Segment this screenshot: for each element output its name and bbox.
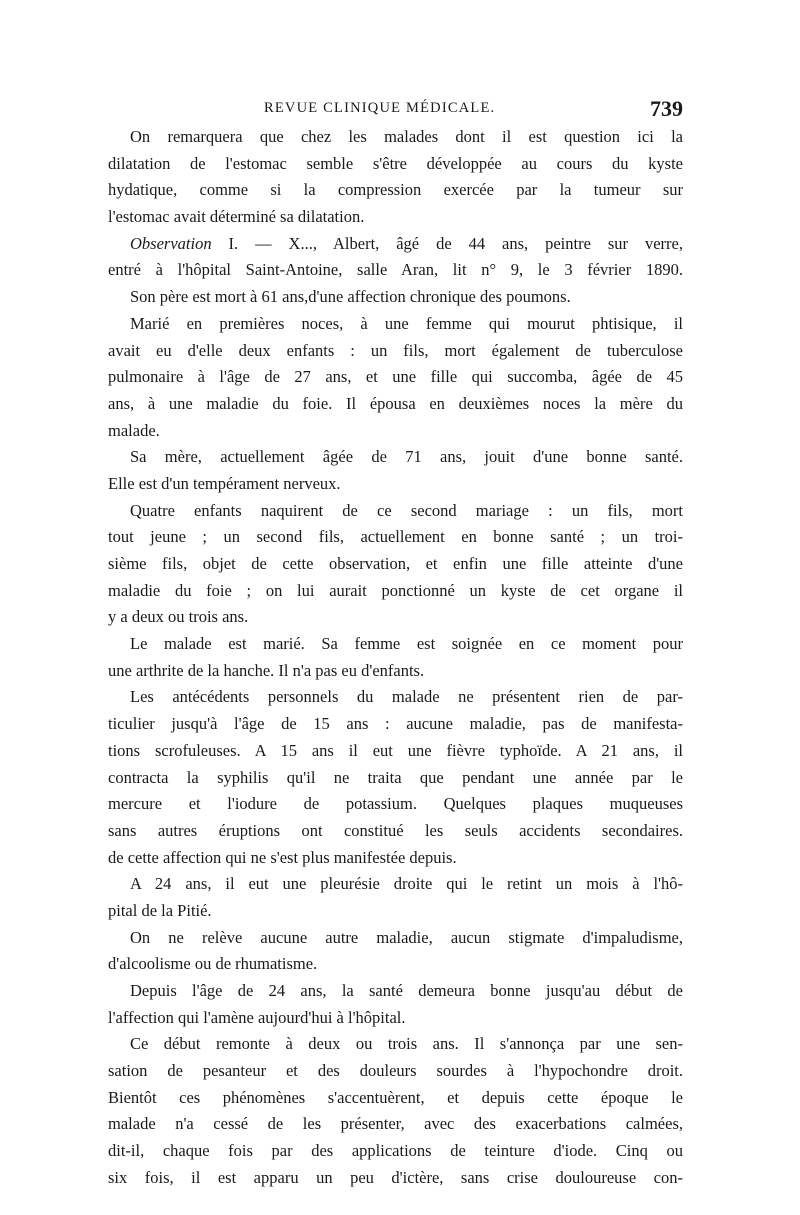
text-line: [108, 204, 683, 231]
line-text: y a deux ou trois ans.: [108, 607, 249, 627]
line-text: Ce début remonte à deux ou trois ans. Il s'annonça par une sen-: [130, 1034, 683, 1054]
text-line: [108, 151, 683, 178]
text-line: [108, 177, 683, 204]
line-text: On ne relève aucune autre maladie, aucun stigmate d'impaludisme,: [130, 927, 683, 947]
line-text: ans, à une maladie du foie. Il épousa en deuxièmes noces la mère du: [108, 393, 683, 413]
line-text: une arthrite de la hanche. Il n'a pas eu d'enfants.: [108, 660, 425, 680]
text-line: [108, 658, 683, 685]
line-text: Depuis l'âge de 24 ans, la santé demeura bonne jusqu'au début de: [130, 981, 683, 1000]
text-line: [108, 1111, 683, 1138]
text-line: [108, 925, 683, 952]
text-line: [108, 951, 683, 978]
text-line: [108, 231, 683, 258]
line-text: Elle est d'un tempérament nerveux.: [108, 473, 341, 493]
text-line: [108, 418, 683, 445]
line-text: A 24 ans, il eut une pleurésie droite qui le retint un mois à l'hô-: [130, 874, 683, 894]
line-text: Bientôt ces phénomènes s'accentuèrent, et depuis cette époque le: [108, 1087, 683, 1107]
text-line: [108, 311, 683, 338]
line-text: Son père est mort à 61 ans,d'une affection chronique des poumons.: [130, 287, 571, 307]
text-line: [108, 524, 683, 551]
line-text: tout jeune ; un second fils, actuellement en bonne santé ; un troi-: [108, 527, 683, 547]
line-text: Sa mère, actuellement âgée de 71 ans, jouit d'une bonne santé.: [130, 447, 683, 467]
line-text: pital de la Pitié.: [108, 900, 212, 920]
line-text: avait eu d'elle deux enfants : un fils, mort également de tuberculose: [108, 340, 683, 360]
observation-label: Observation: [130, 233, 212, 253]
text-line: [108, 284, 683, 311]
line-text: ticulier jusqu'à l'âge de 15 ans : aucune maladie, pas de manifesta-: [108, 714, 683, 734]
text-line: [108, 898, 683, 925]
line-text: I. — X..., Albert, âgé de 44 ans, peintre sur verre,: [211, 233, 683, 253]
text-line: [108, 364, 683, 391]
text-line: [108, 1031, 683, 1058]
line-text: maladie du foie ; on lui aurait ponctionné un kyste de cet organe il: [108, 580, 683, 600]
text-line: [108, 738, 683, 765]
text-line: [108, 631, 683, 658]
text-line: [108, 1165, 683, 1192]
line-text: malade.: [108, 420, 160, 440]
line-text: dit-il, chaque fois par des applications de teinture d'iode. Cinq ou: [108, 1141, 683, 1161]
line-text: sième fils, objet de cette observation, et enfin une fille atteinte d'une: [108, 554, 683, 573]
body-text: [108, 124, 683, 1192]
text-line: [108, 578, 683, 605]
text-line: [108, 978, 683, 1005]
text-line: [108, 1058, 683, 1085]
text-line: [108, 1085, 683, 1112]
text-line: [108, 124, 683, 151]
line-text: Marié en premières noces, à une femme qui mourut phtisique, il: [130, 313, 683, 333]
text-line: [108, 684, 683, 711]
text-line: [108, 471, 683, 498]
line-text: l'affection qui l'amène aujourd'hui à l'hôpital.: [108, 1007, 406, 1027]
text-line: [108, 1005, 683, 1032]
text-line: [108, 257, 683, 284]
text-line: [108, 1138, 683, 1165]
line-text: Le malade est marié. Sa femme est soignée en ce moment pour: [130, 634, 683, 654]
line-text: de cette affection qui ne s'est plus manifestée depuis.: [108, 847, 457, 867]
text-line: [108, 818, 683, 845]
text-line: [108, 338, 683, 365]
line-text: sans autres éruptions ont constitué les seuls accidents secondaires.: [108, 820, 683, 840]
text-line: [108, 551, 683, 578]
text-line: [108, 604, 683, 631]
line-text: Quatre enfants naquirent de ce second mariage : un fils, mort: [130, 500, 683, 520]
text-line: [108, 711, 683, 738]
running-title: REVUE CLINIQUE MÉDICALE.: [264, 100, 496, 116]
line-text: hydatique, comme si la compression exercée par la tumeur sur: [108, 180, 683, 200]
line-text: six fois, il est apparu un peu d'ictère, sans crise douloureuse con-: [108, 1167, 683, 1187]
line-text: malade n'a cessé de les présenter, avec des exacerbations calmées,: [108, 1114, 683, 1134]
line-text: sation de pesanteur et des douleurs sourdes à l'hypochondre droit.: [108, 1061, 683, 1081]
line-text: l'estomac avait déterminé sa dilatation.: [108, 207, 365, 227]
line-text: entré à l'hôpital Saint-Antoine, salle Aran, lit n° 9, le 3 février 1890.: [108, 260, 683, 280]
line-text: dilatation de l'estomac semble s'être développée au cours du kyste: [108, 153, 683, 173]
page-header: [108, 96, 683, 126]
line-text: pulmonaire à l'âge de 27 ans, et une fille qui succomba, âgée de 45: [108, 367, 683, 387]
line-text: tions scrofuleuses. A 15 ans il eut une fièvre typhoïde. A 21 ans, il: [108, 740, 683, 760]
line-text: d'alcoolisme ou de rhumatisme.: [108, 954, 318, 974]
line-text: Les antécédents personnels du malade ne présentent rien de par-: [130, 687, 683, 707]
text-line: [108, 391, 683, 418]
line-text: contracta la syphilis qu'il ne traita que pendant une année par le: [108, 767, 683, 787]
text-line: [108, 791, 683, 818]
line-text: On remarquera que chez les malades dont il est question ici la: [130, 127, 683, 146]
text-line: [108, 845, 683, 872]
text-line: [108, 498, 683, 525]
line-text: mercure et l'iodure de potassium. Quelques plaques muqueuses: [108, 794, 683, 814]
text-line: [108, 444, 683, 471]
page-number: 739: [650, 96, 683, 121]
text-line: [108, 765, 683, 792]
text-line: [108, 871, 683, 898]
